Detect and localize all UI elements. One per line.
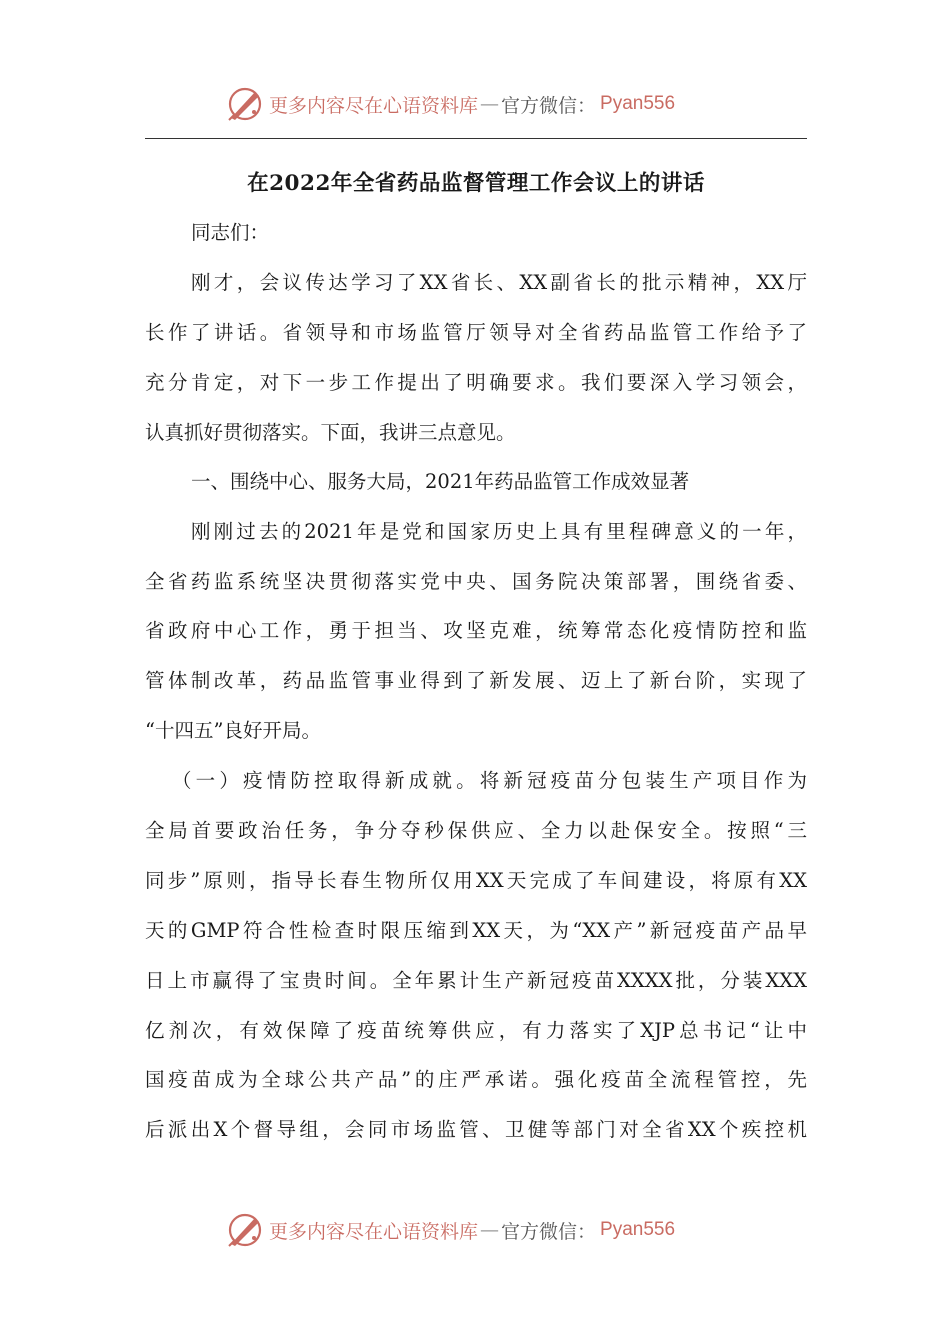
watermark-dash: —	[480, 1219, 500, 1241]
body-line: 亿剂次，有效保障了疫苗统筹供应，有力落实了XJP总书记“让中	[145, 1019, 807, 1042]
subsection-line: （一）疫情防控取得新成就。将新冠疫苗分包装生产项目作为	[172, 769, 807, 792]
quill-pen-logo-icon	[225, 84, 265, 124]
body-line: 管体制改革，药品监管事业得到了新发展、迈上了新台阶，实现了	[145, 669, 807, 692]
body-line: 刚才，会议传达学习了XX省长、XX副省长的批示精神，XX厅	[191, 271, 807, 294]
body-line: 刚刚过去的2021年是党和国家历史上具有里程碑意义的一年，	[191, 520, 807, 543]
watermark-wechat-id: Pyan556	[600, 93, 676, 114]
salutation: 同志们：	[191, 221, 270, 244]
body-line: 充分肯定，对下一步工作提出了明确要求。我们要深入学习领会，	[145, 371, 807, 394]
document-title: 在2022年全省药品监督管理工作会议上的讲话	[247, 171, 705, 196]
quill-pen-logo-icon	[225, 1210, 265, 1250]
watermark-wechat-id: Pyan556	[600, 1219, 676, 1240]
body-line: 后派出X个督导组，会同市场监管、卫健等部门对全省XX个疾控机	[145, 1118, 807, 1141]
watermark-dash: —	[480, 93, 500, 115]
body-line: “十四五”良好开局。	[145, 719, 321, 742]
header-watermark	[225, 82, 745, 126]
section-heading: 一、围绕中心、服务大局，2021年药品监管工作成效显著	[191, 470, 690, 493]
body-line: 国疫苗成为全球公共产品”的庄严承诺。强化疫苗全流程管控，先	[145, 1068, 807, 1091]
header-divider	[145, 138, 807, 139]
watermark-wechat-label: 官方微信：	[501, 94, 597, 117]
body-line: 认真抓好贯彻落实。下面，我讲三点意见。	[145, 421, 516, 444]
watermark-site-text: 更多内容尽在心语资料库	[269, 1220, 479, 1243]
footer-watermark	[225, 1208, 745, 1252]
watermark-site-text: 更多内容尽在心语资料库	[269, 94, 479, 117]
watermark-wechat-label: 官方微信：	[501, 1220, 597, 1243]
body-line: 全省药监系统坚决贯彻落实党中央、国务院决策部署，围绕省委、	[145, 570, 807, 593]
body-line: 同步”原则，指导长春生物所仅用XX天完成了车间建设，将原有XX	[145, 869, 807, 892]
body-line: 天的GMP符合性检查时限压缩到XX天，为“XX产”新冠疫苗产品早	[145, 919, 807, 942]
body-line: 日上市赢得了宝贵时间。全年累计生产新冠疫苗XXXX批，分装XXX	[145, 969, 807, 992]
body-line: 全局首要政治任务，争分夺秒保供应、全力以赴保安全。按照“三	[145, 819, 807, 842]
body-line: 省政府中心工作，勇于担当、攻坚克难，统筹常态化疫情防控和监	[145, 619, 807, 642]
body-line: 长作了讲话。省领导和市场监管厅领导对全省药品监管工作给予了	[145, 321, 807, 344]
